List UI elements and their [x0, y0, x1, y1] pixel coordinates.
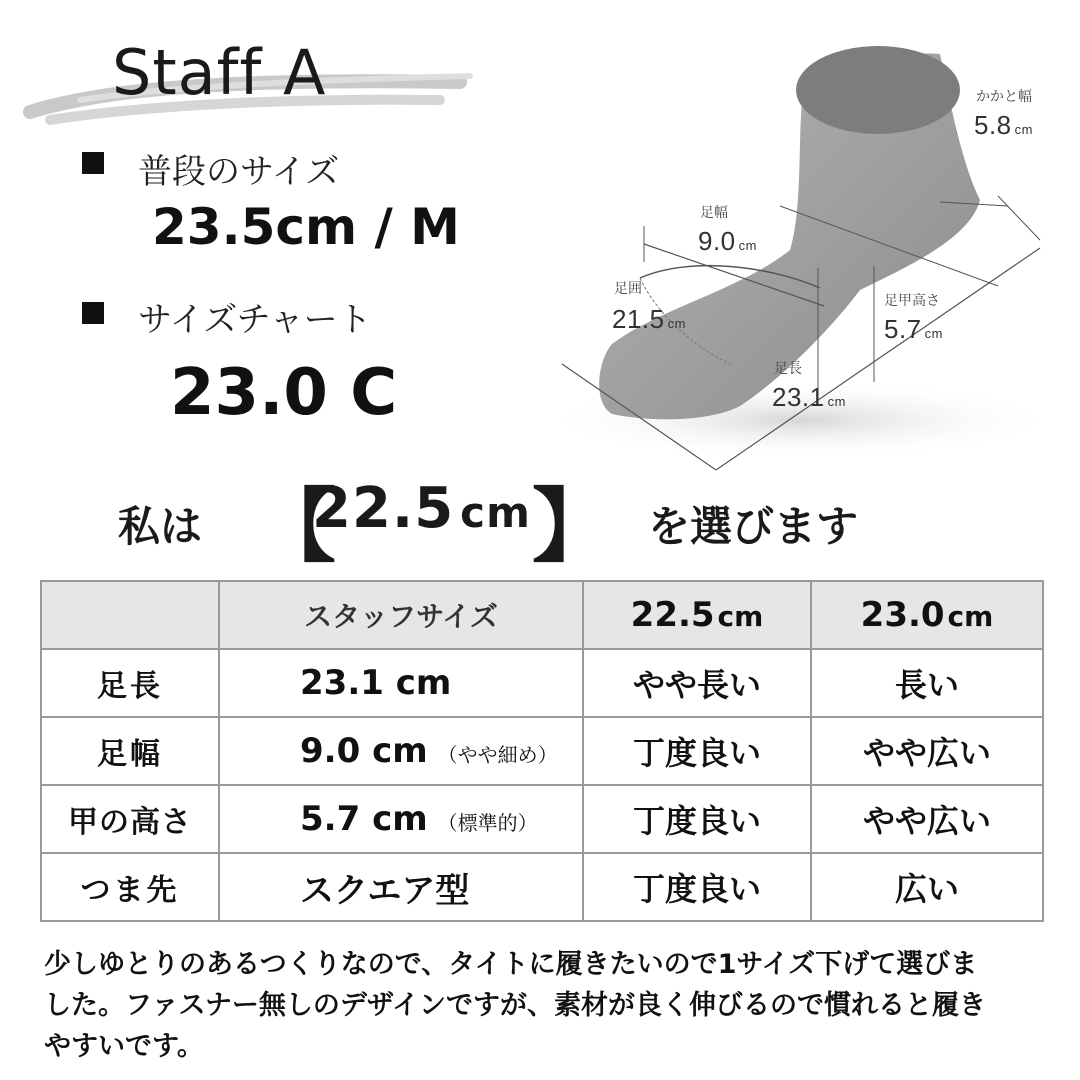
fit-23-0: 広い — [811, 853, 1043, 921]
size-choice-row — [0, 462, 1080, 572]
usual-size-label: 普段のサイズ — [138, 152, 340, 192]
fit-22-5: やや長い — [583, 649, 811, 717]
foot-length-label: 足長 — [774, 360, 802, 376]
bracket-open: 【 — [256, 480, 336, 573]
fit-22-5: 丁度良い — [583, 717, 811, 785]
header-size-23-0: 23.0 cm — [811, 581, 1043, 649]
fit-23-0: やや広い — [811, 717, 1043, 785]
bullet-square-icon — [82, 152, 104, 174]
chosen-size: 22.5 cm — [312, 476, 531, 541]
staff-comment — [44, 944, 1044, 1067]
choice-suffix: を選びます — [648, 502, 859, 551]
choice-prefix: 私は — [118, 502, 203, 551]
heel-width-value: 5.8 cm — [974, 110, 1033, 140]
bullet-square-icon — [82, 302, 104, 324]
row-label: 足幅 — [41, 717, 219, 785]
foot-length-value: 23.1 cm — [772, 382, 846, 412]
staff-value: 5.7 cm （標準的） — [219, 785, 583, 853]
fit-22-5: 丁度良い — [583, 853, 811, 921]
heel-width-label: かかと幅 — [976, 88, 1032, 104]
header-staff-size: スタッフサイズ — [219, 581, 583, 649]
size-comparison-table — [40, 580, 1044, 922]
size-chart-value: 23.0 C — [170, 356, 398, 430]
staff-value: 23.1 cm — [219, 649, 583, 717]
table-row — [41, 853, 1043, 921]
header-size-22-5: 22.5 cm — [583, 581, 811, 649]
usual-size-value: 23.5cm / M — [152, 198, 460, 256]
header-blank-cell — [41, 581, 219, 649]
staff-title: Staff A — [112, 36, 327, 109]
row-label: つま先 — [41, 853, 219, 921]
girth-value: 21.5 cm — [612, 304, 686, 334]
instep-height-label: 足甲高さ — [884, 292, 940, 308]
size-chart-label: サイズチャート — [138, 300, 372, 340]
row-label: 甲の高さ — [41, 785, 219, 853]
comment-line: 少しゆとりのあるつくりなので、タイトに履きたいので1サイズ下げて選びま — [44, 949, 978, 980]
table-row — [41, 649, 1043, 717]
comment-line: した。ファスナー無しのデザインですが、素材が良く伸びるので慣れると履き — [44, 990, 987, 1021]
comment-line: やすいです。 — [44, 1031, 204, 1062]
staff-title-block — [20, 20, 480, 140]
instep-height-value: 5.7 cm — [884, 314, 943, 344]
fit-22-5: 丁度良い — [583, 785, 811, 853]
table-row — [41, 717, 1043, 785]
table-header-row — [41, 581, 1043, 649]
row-label: 足長 — [41, 649, 219, 717]
bracket-close: 】 — [532, 480, 612, 573]
staff-value: スクエア型 — [219, 853, 583, 921]
foot-measurement-illustration — [540, 30, 1080, 500]
girth-label: 足囲 — [614, 280, 642, 296]
fit-23-0: やや広い — [811, 785, 1043, 853]
table-row — [41, 785, 1043, 853]
fit-23-0: 長い — [811, 649, 1043, 717]
staff-value: 9.0 cm （やや細め） — [219, 717, 583, 785]
foot-width-label: 足幅 — [700, 204, 728, 220]
foot-width-value: 9.0 cm — [698, 226, 757, 256]
